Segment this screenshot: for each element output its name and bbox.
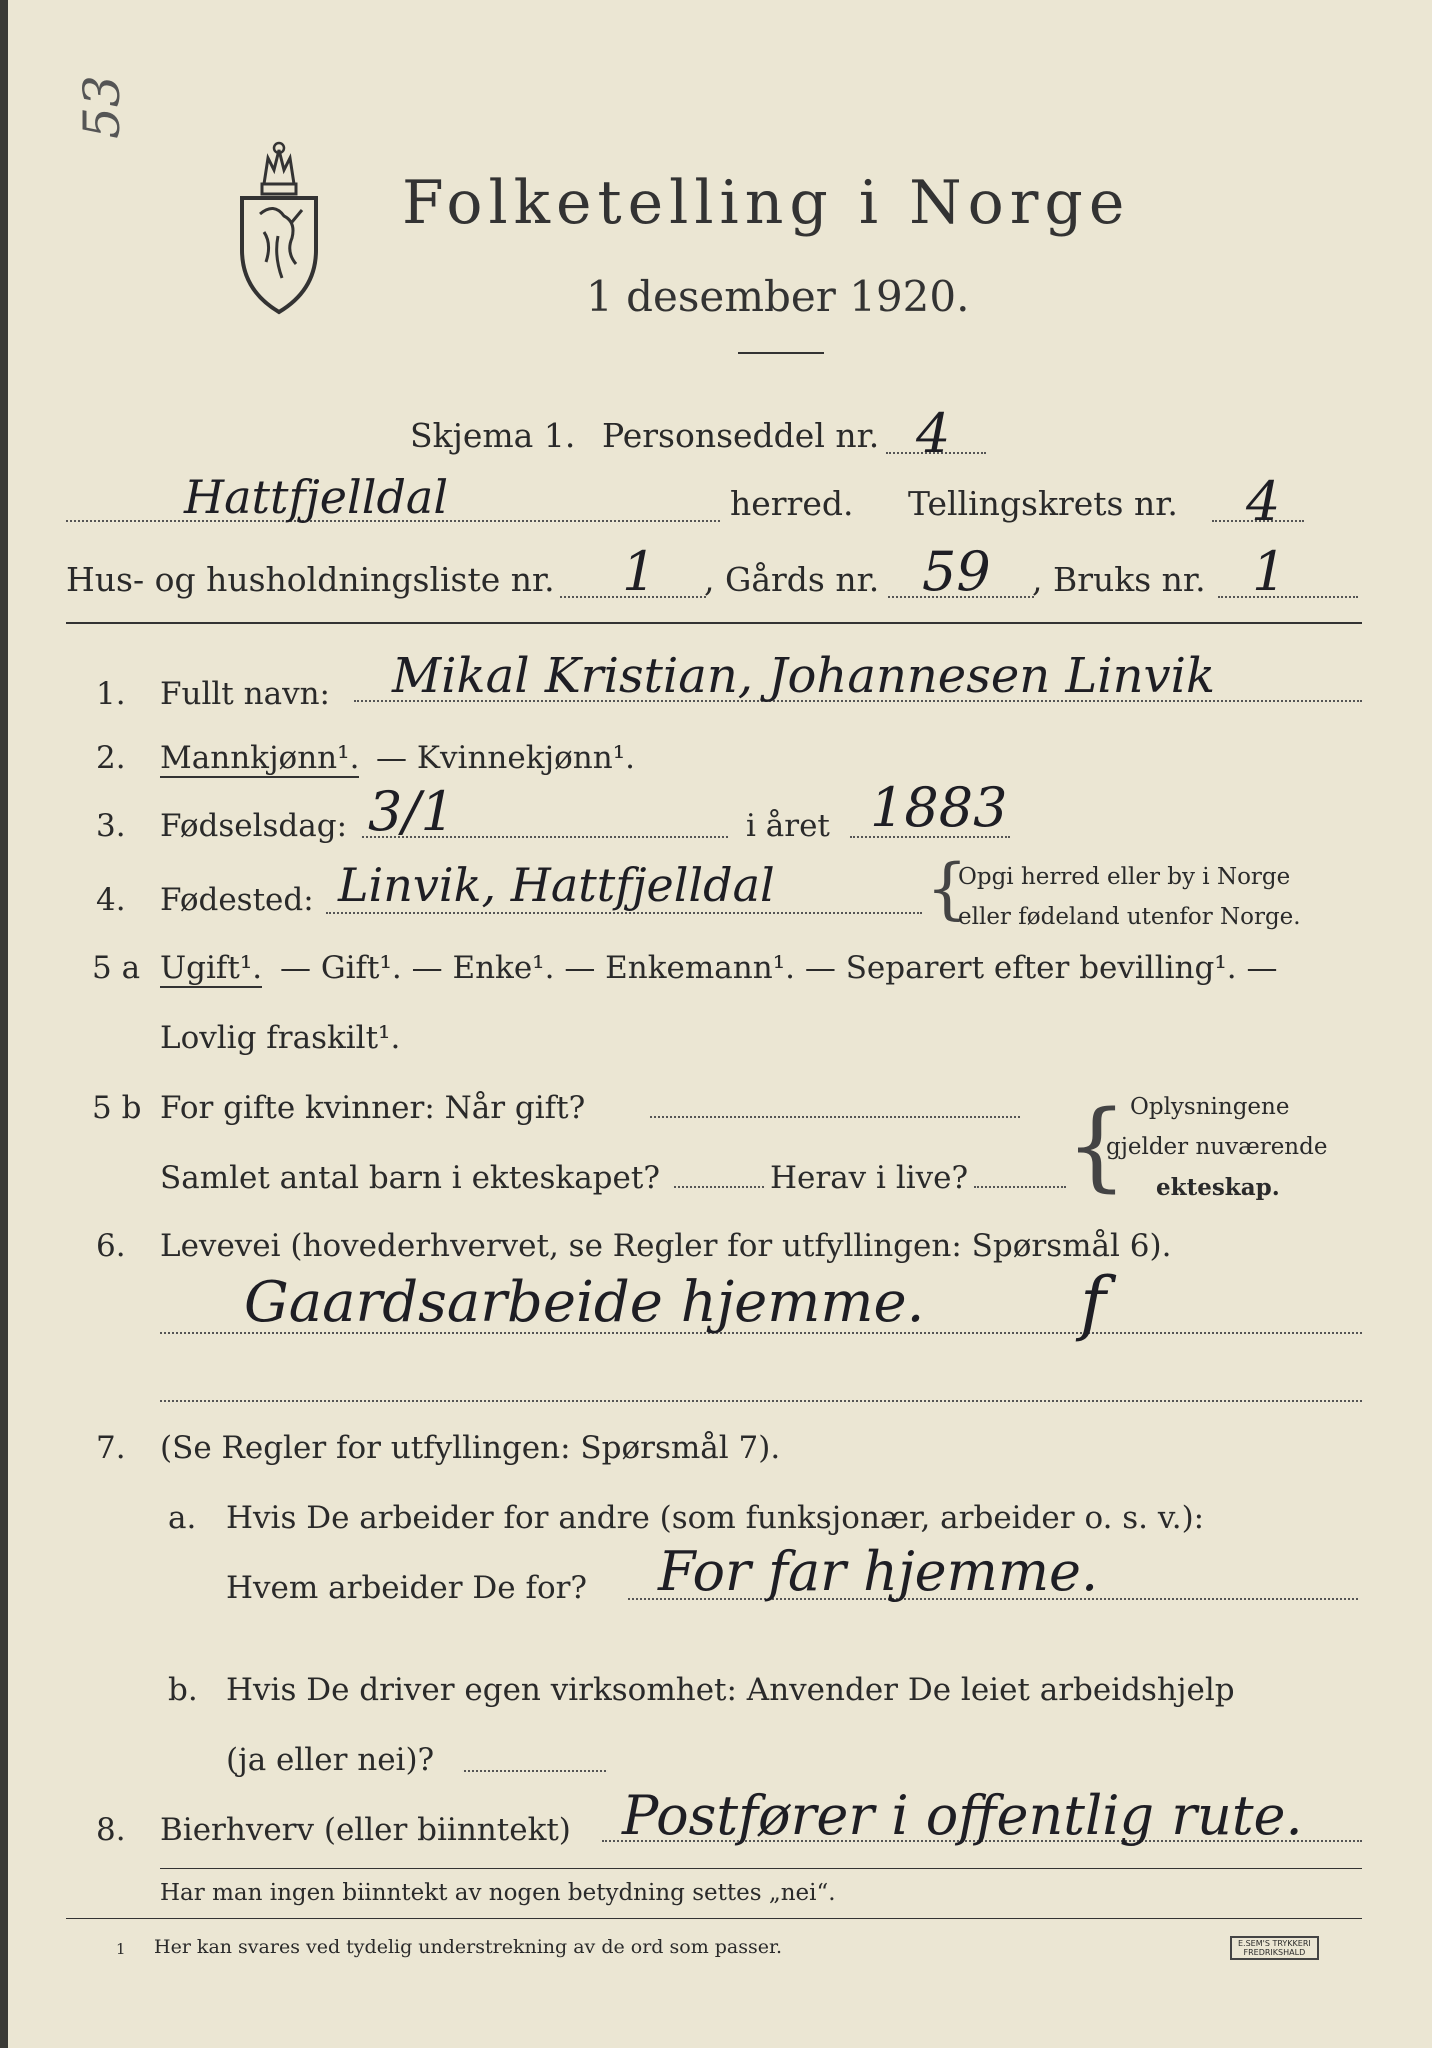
header-divider (66, 622, 1362, 624)
q4-number: 4. (96, 882, 126, 918)
q7a-letter: a. (168, 1500, 197, 1536)
gards-value[interactable]: 59 (922, 540, 991, 603)
q5b-note-line3: ekteskap. (1156, 1174, 1280, 1201)
census-form-page (8, 0, 1432, 2048)
q1-number: 1. (96, 676, 126, 712)
personseddel-value[interactable]: 4 (916, 402, 951, 465)
q1-label: Fullt navn: (160, 676, 330, 712)
footer-note: Har man ingen biinntekt av nogen betydning settes „nei“. (160, 1880, 836, 1906)
herred-label: herred. (730, 484, 854, 523)
hus-value[interactable]: 1 (622, 540, 657, 603)
q4-note-line1: Opgi herred eller by i Norge (958, 864, 1291, 890)
q5a-ugift-option[interactable]: Ugift¹. (160, 950, 263, 986)
q5a-number: 5 a (92, 950, 141, 986)
q3-day-value[interactable]: 3/1 (368, 780, 455, 843)
q8-label: Bierhverv (eller biinntekt) (160, 1812, 571, 1848)
q3-year-label: i året (746, 808, 830, 844)
title-divider (738, 352, 824, 354)
q4-label: Fødested: (160, 882, 314, 918)
q6-value[interactable]: Gaardsarbeide hjemme. (244, 1270, 925, 1335)
q7a-line1: Hvis De arbeider for andre (som funksjonær, arbeider o. s. v.): (226, 1500, 1205, 1536)
q8-number: 8. (96, 1812, 126, 1848)
q6-field-line-2 (160, 1400, 1362, 1402)
q5b-note-line2: gjelder nuværende (1106, 1134, 1328, 1160)
footnote-divider (66, 1918, 1362, 1919)
q7a-line2: Hvem arbeider De for? (226, 1570, 588, 1606)
bruks-field-line (1218, 596, 1358, 598)
q2-male-option[interactable]: Mannkjønn¹. (160, 740, 360, 776)
herred-value[interactable]: Hattfjelldal (184, 470, 449, 524)
printer-stamp-line1: E.SEM'S TRYKKERI (1238, 1939, 1311, 1948)
q7b-field-line (464, 1770, 606, 1772)
q5a-line2[interactable]: Lovlig fraskilt¹. (160, 1020, 401, 1056)
q4-field-line (326, 912, 922, 914)
tellingskrets-label: Tellingskrets nr. (908, 484, 1178, 523)
q5b-children-label: Samlet antal barn i ekteskapet? (160, 1160, 660, 1196)
q1-value[interactable]: Mikal Kristian, Johannesen Linvik (392, 648, 1216, 704)
q4-note-line2: eller fødeland utenfor Norge. (958, 904, 1301, 930)
q7a-value[interactable]: For far hjemme. (658, 1540, 1099, 1603)
q7-number: 7. (96, 1430, 126, 1466)
q7-label: (Se Regler for utfyllingen: Spørsmål 7). (160, 1430, 781, 1466)
q6-mark: f (1080, 1262, 1106, 1344)
form-title: Folketelling i Norge (402, 168, 1131, 238)
q5b-label: For gifte kvinner: Når gift? (160, 1090, 586, 1126)
personseddel-label: Personseddel nr. (602, 416, 880, 455)
q3-year-value[interactable]: 1883 (870, 776, 1008, 839)
tellingskrets-value[interactable]: 4 (1246, 470, 1281, 533)
q5b-alive-field-line (974, 1186, 1066, 1188)
footnote-text: Her kan svares ved tydelig understrekning av de ord som passer. (154, 1936, 783, 1958)
q3-number: 3. (96, 808, 126, 844)
q4-value[interactable]: Linvik, Hattfjelldal (338, 858, 775, 912)
printer-stamp (1230, 1936, 1319, 1960)
skjema-label: Skjema 1. (410, 416, 576, 455)
q8-value[interactable]: Postfører i offentlig rute. (622, 1784, 1303, 1847)
q5b-married-field-line (650, 1116, 1020, 1118)
q5a-other-options[interactable]: — Gift¹. — Enke¹. — Enkemann¹. — Separert efter bevilling¹. — (280, 950, 1278, 986)
gards-label: , Gårds nr. (704, 560, 880, 599)
q7b-line2: (ja eller nei)? (226, 1742, 435, 1778)
coat-of-arms-icon (234, 140, 324, 320)
margin-note: 53 (72, 75, 131, 139)
q4-brace: { (926, 850, 968, 927)
q3-label: Fødselsdag: (160, 808, 348, 844)
bruks-label: , Bruks nr. (1032, 560, 1206, 599)
q2-female-option[interactable]: — Kvinnekjønn¹. (376, 740, 635, 776)
q5b-brace: { (1066, 1090, 1128, 1202)
q5b-children-field-line (674, 1186, 764, 1188)
q2-number: 2. (96, 740, 126, 776)
q5b-note-line1: Oplysningene (1130, 1094, 1290, 1120)
q6-label: Levevei (hovederhvervet, se Regler for utfyllingen: Spørsmål 6). (160, 1228, 1172, 1264)
q7b-line1: Hvis De driver egen virksomhet: Anvender De leiet arbeidshjelp (226, 1672, 1235, 1708)
footnote-mark: 1 (116, 1940, 126, 1958)
hus-label: Hus- og husholdningsliste nr. (66, 560, 555, 599)
printer-stamp-line2: FREDRIKSHALD (1243, 1948, 1306, 1957)
q7b-letter: b. (168, 1672, 198, 1708)
q5b-alive-label: Herav i live? (770, 1160, 969, 1196)
form-date: 1 desember 1920. (586, 272, 970, 321)
q6-number: 6. (96, 1228, 126, 1264)
q5b-number: 5 b (92, 1090, 142, 1126)
footer-divider (160, 1868, 1362, 1869)
bruks-value[interactable]: 1 (1252, 540, 1287, 603)
